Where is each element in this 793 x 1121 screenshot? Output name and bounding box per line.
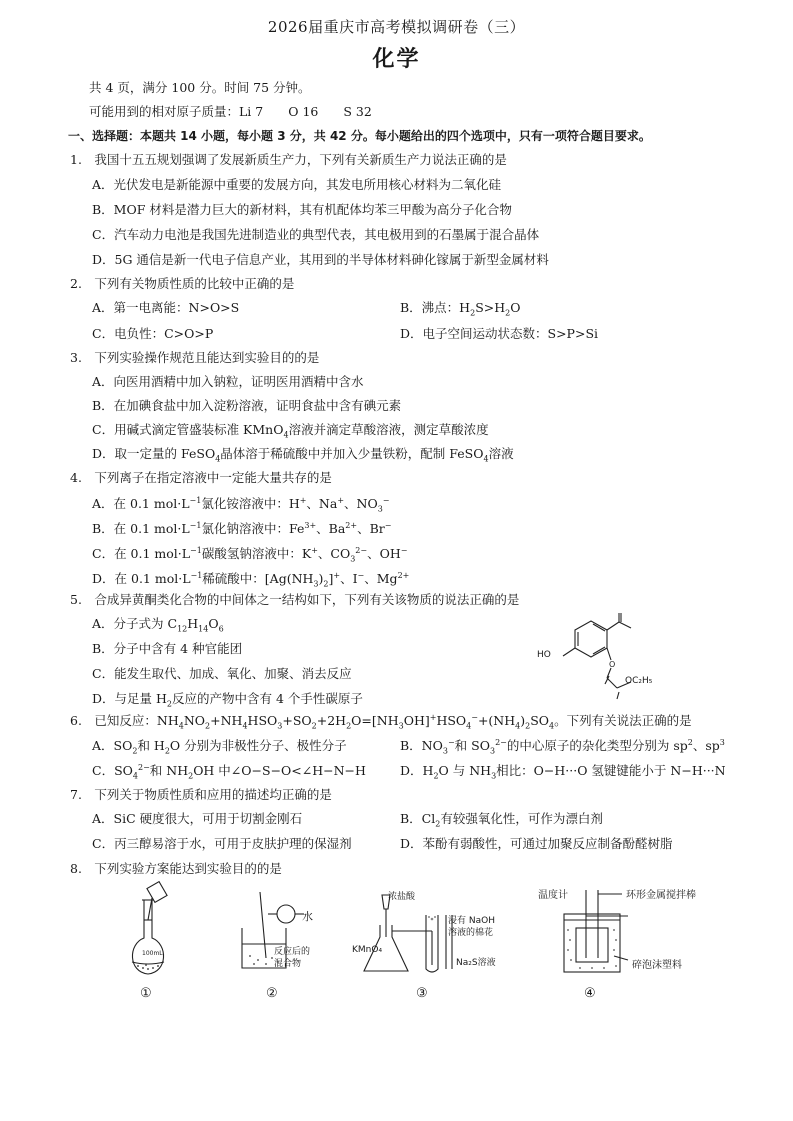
q5-option-d: D．与足量 $H_2$反应的产物中含有 4 个手性碳原子 xyxy=(92,691,363,709)
q7-stem: 7. 下列关于物质性质和应用的描述均正确的是 xyxy=(70,787,332,802)
q8-fig3-naoh-label-1: 浸有 NaOH xyxy=(448,916,495,926)
q1-stem: 1. 我国十五五规划强调了发展新质生产力，下列有关新质生产力说法正确的是 xyxy=(70,152,507,167)
q8-fig4-stirrer-label: 环形金属搅拌棒 xyxy=(626,890,696,901)
q5-struct-oc2h5-label: OC₂H₅ xyxy=(625,676,653,686)
q8-fig3-hcl-label: 浓盐酸 xyxy=(388,892,416,902)
q8-figure-4 xyxy=(538,880,718,980)
q8-figure-1 xyxy=(118,880,198,980)
q8-figure-2-number: ② xyxy=(266,986,278,1001)
q8-fig3-naoh-label-2: 溶液的棉花 xyxy=(448,928,494,938)
q8-fig4-thermometer-label: 温度计 xyxy=(538,890,568,901)
q8-fig2-mixture-label-1: 反应后的 xyxy=(274,947,311,957)
q2-option-c: C．电负性：C>O>P xyxy=(92,326,214,341)
q1-option-a: A．光伏发电是新能源中重要的发展方向，其发电所用核心材料为二氧化硅 xyxy=(92,177,502,192)
q6-option-a: A．$SO_2$和 $H_2O$ 分别为非极性分子、极性分子 xyxy=(92,738,347,756)
q8-fig3-na2s-label: Na₂S溶液 xyxy=(456,958,496,968)
q8-figure-4-number: ④ xyxy=(584,986,596,1001)
svg-text:O: O xyxy=(609,660,616,669)
q5-struct-ho-label: HO xyxy=(537,650,551,660)
q8-fig4-foam-label: 碎泡沫塑料 xyxy=(632,960,682,971)
q1-option-b: B．MOF 材料是潜力巨大的新材料，其有机配体均苯三甲酸为高分子化合物 xyxy=(92,202,512,217)
section-heading: 一、选择题：本题共 14 小题，每小题 3 分，共 42 分。每小题给出的四个选项中，只有一项符合题目要求。 xyxy=(68,129,651,143)
q2-option-d: D．电子空间运动状态数：S>P>Si xyxy=(400,326,599,341)
exam-title: 2026届重庆市高考模拟调研卷（三） xyxy=(267,18,526,36)
q3-option-d: D．取一定量的 FeSO$_4$晶体溶于稀硫酸中并加入少量铁粉，配制 FeSO$_4$溶液 xyxy=(92,446,514,464)
q8-stem: 8. 下列实验方案能达到实验目的的是 xyxy=(70,861,282,876)
q7-option-c: C．丙三醇易溶于水，可用于皮肤护理的保湿剂 xyxy=(92,836,352,851)
q8-figure-3-number: ③ xyxy=(416,986,428,1001)
q3-stem: 3. 下列实验操作规范且能达到实验目的的是 xyxy=(70,350,320,365)
q3-option-a: A．向医用酒精中加入钠粒，证明医用酒精中含水 xyxy=(92,374,364,389)
q4-stem: 4. 下列离子在指定溶液中一定能大量共存的是 xyxy=(70,470,332,485)
q4-option-d: D．在 0.1 $mol\cdot L^{-1}$稀硫酸中：$[Ag(NH_3)_2]^+$、I−、$Mg^{2+}$ xyxy=(92,570,410,589)
q7-option-b: B．$Cl_2$有较强氧化性，可作为漂白剂 xyxy=(400,811,603,829)
q5-option-a: A．分子式为 $C_{12}H_{14}O_6$ xyxy=(92,616,224,634)
subject-title: 化学 xyxy=(372,47,421,72)
q8-fig2-mixture-label-2: 混合物 xyxy=(274,959,302,969)
q2-stem: 2. 下列有关物质性质的比较中正确的是 xyxy=(70,276,295,291)
q6-option-c: C．$SO_4^{2-}$和 $NH_2OH$ 中∠O−S−O<∠H−N−H xyxy=(92,762,366,781)
q6-option-b: B．$NO_3^-$和 $SO_3^{2-}$的中心原子的杂化类型分别为 $sp^2$、$sp^3$ xyxy=(400,737,725,756)
q4-option-c: C．在 0.1 $mol\cdot L^{-1}$碳酸氢钠溶液中：K+、$CO_3^{2-}$、OH− xyxy=(92,545,408,564)
q7-option-a: A．SiC 硬度很大，可用于切割金刚石 xyxy=(92,811,303,826)
q2-option-a: A．第一电离能：N>O>S xyxy=(92,300,240,315)
exam-info-line: 共 4 页，满分 100 分。时间 75 分钟。 xyxy=(89,80,311,95)
svg-text:100mL: 100mL xyxy=(142,950,163,957)
q8-figure-2 xyxy=(236,888,316,974)
q1-option-c: C．汽车动力电池是我国先进制造业的典型代表，其电极用到的石墨属于混合晶体 xyxy=(92,227,540,242)
q4-option-b: B．在 0.1 $mol\cdot L^{-1}$氯化钠溶液中：$Fe^{3+}$、$Ba^{2+}$、Br− xyxy=(92,520,392,536)
q8-fig2-water-label: 水 xyxy=(302,910,313,923)
q8-figure-1-number: ① xyxy=(140,986,152,1001)
q3-option-c: C．用碱式滴定管盛装标准 KMnO$_4$溶液并滴定草酸溶液，测定草酸浓度 xyxy=(92,422,489,440)
q3-option-b: B．在加碘食盐中加入淀粉溶液，证明食盐中含有碘元素 xyxy=(92,398,402,413)
q2-option-b: B．沸点：$H_2S>H_2O$ xyxy=(400,300,521,318)
q7-option-d: D．苯酚有弱酸性，可通过加聚反应制备酚醛树脂 xyxy=(400,836,673,851)
q4-option-a: A．在 0.1 $mol\cdot L^{-1}$氯化铵溶液中：H+、Na+、$NO_3^-$ xyxy=(92,495,390,514)
q8-figure-3 xyxy=(352,885,522,977)
q5-option-b: B．分子中含有 4 种官能团 xyxy=(92,641,243,656)
q6-stem: 6. 已知反应：$NH_4NO_2+NH_4HSO_3+SO_2+2H_2O=[NH_3OH]^+HSO_4^-+(NH_4)_2SO_4$。下列有关说法正确的是 xyxy=(70,712,692,731)
q8-fig3-kmno4-label: KMnO₄ xyxy=(352,945,383,955)
q5-structure-diagram xyxy=(535,612,655,700)
q5-option-c: C．能发生取代、加成、氧化、加聚、消去反应 xyxy=(92,666,352,681)
atomic-mass-line: 可能用到的相对原子质量：Li 7 O 16 S 32 xyxy=(89,104,372,119)
q1-option-d: D．5G 通信是新一代电子信息产业，其用到的半导体材料砷化镓属于新型金属材料 xyxy=(92,252,549,267)
q5-stem: 5. 合成异黄酮类化合物的中间体之一结构如下，下列有关该物质的说法正确的是 xyxy=(70,592,520,607)
q6-option-d: D．$H_2O$ 与 $NH_3$相比：O−H···O 氢键键能小于 N−H···N xyxy=(400,763,726,781)
